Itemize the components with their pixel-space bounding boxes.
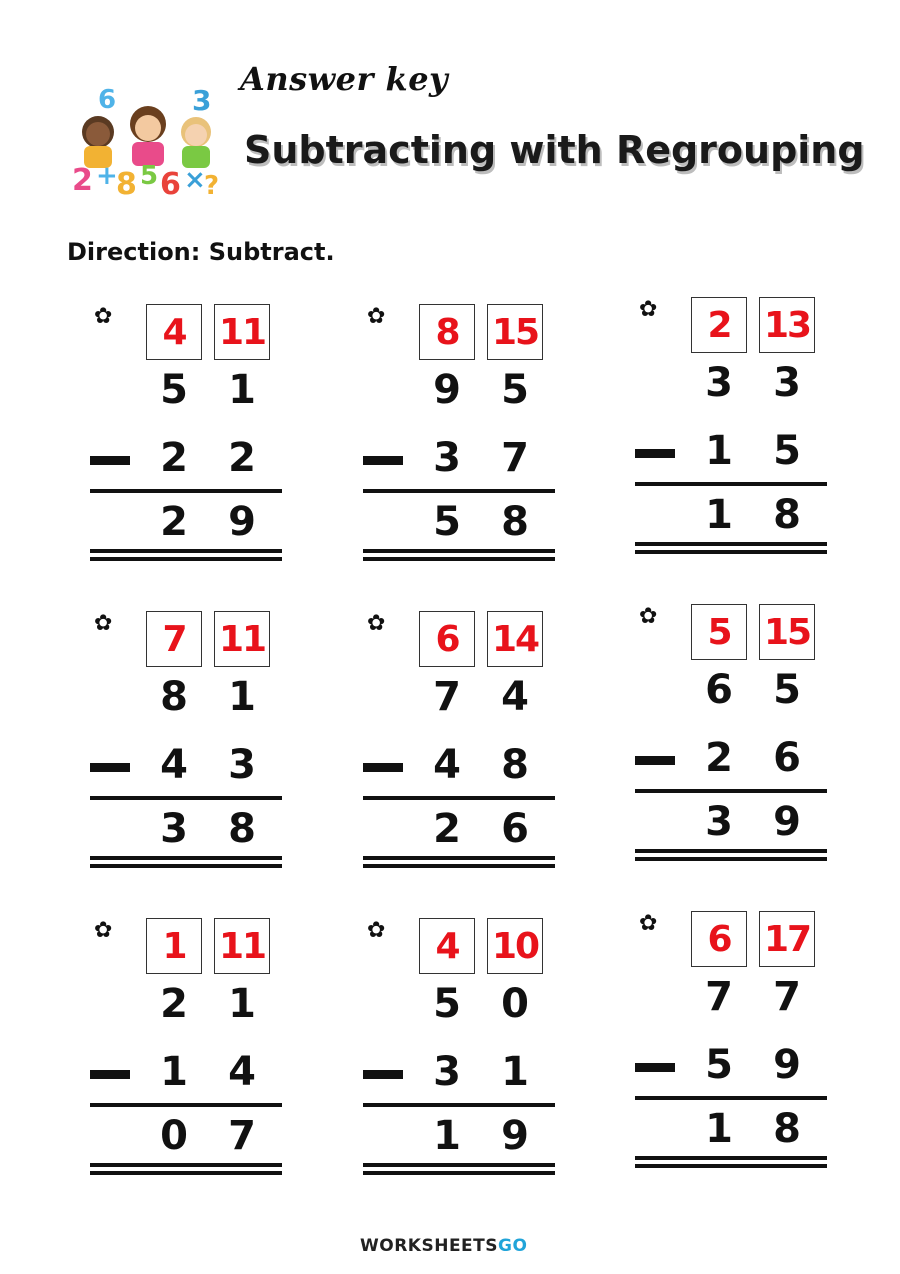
answer-ones-digit: 6 (501, 806, 529, 852)
double-line-top (363, 856, 555, 860)
top-tens-digit: 5 (433, 981, 461, 1027)
double-line-top (90, 549, 282, 553)
brand-part-2: GO (498, 1236, 528, 1256)
top-tens-digit: 5 (160, 367, 188, 413)
regroup-tens-box: 7 (146, 611, 202, 667)
minus-sign (363, 456, 403, 465)
top-ones-digit: 1 (228, 674, 256, 720)
problem-6 (635, 604, 835, 874)
svg-text:2: 2 (72, 163, 93, 198)
bottom-tens-digit: 1 (160, 1049, 188, 1095)
double-line-bottom (363, 864, 555, 868)
bottom-ones-digit: 5 (773, 428, 801, 474)
minus-sign (635, 1063, 675, 1072)
direction-text: Direction: Subtract. (67, 238, 335, 266)
double-line-top (90, 856, 282, 860)
subtraction-line (90, 796, 282, 800)
bottom-ones-digit: 9 (773, 1042, 801, 1088)
regroup-tens-box: 5 (691, 604, 747, 660)
top-ones-digit: 1 (228, 981, 256, 1027)
minus-sign (363, 1070, 403, 1079)
minus-sign (635, 756, 675, 765)
top-tens-digit: 2 (160, 981, 188, 1027)
minus-sign (635, 449, 675, 458)
top-ones-digit: 5 (773, 667, 801, 713)
regroup-ones-box: 15 (759, 604, 815, 660)
top-ones-digit: 5 (501, 367, 529, 413)
bottom-tens-digit: 2 (705, 735, 733, 781)
answer-tens-digit: 5 (433, 499, 461, 545)
subtraction-line (90, 489, 282, 493)
answer-ones-digit: 8 (501, 499, 529, 545)
flower-bullet-icon: ✿ (94, 918, 113, 943)
answer-key-subtitle: Answer key (240, 60, 449, 98)
bottom-tens-digit: 1 (705, 428, 733, 474)
regroup-ones-box: 14 (487, 611, 543, 667)
minus-sign (90, 456, 130, 465)
bottom-ones-digit: 3 (228, 742, 256, 788)
minus-sign (90, 763, 130, 772)
regroup-ones-box: 11 (214, 611, 270, 667)
subtraction-line (363, 489, 555, 493)
top-ones-digit: 0 (501, 981, 529, 1027)
regroup-ones-box: 17 (759, 911, 815, 967)
minus-sign (363, 763, 403, 772)
answer-tens-digit: 3 (160, 806, 188, 852)
answer-ones-digit: 8 (773, 1106, 801, 1152)
problem-3 (635, 297, 835, 567)
regroup-ones-box: 10 (487, 918, 543, 974)
page-title: Subtracting with Regrouping (244, 128, 865, 172)
regroup-tens-box: 2 (691, 297, 747, 353)
regroup-tens-box: 8 (419, 304, 475, 360)
svg-text:8: 8 (116, 167, 137, 202)
top-tens-digit: 9 (433, 367, 461, 413)
svg-text:+: + (96, 161, 118, 191)
kids-with-numbers-icon (62, 80, 232, 202)
brand-logo (360, 1236, 527, 1256)
double-line-top (90, 1163, 282, 1167)
top-ones-digit: 1 (228, 367, 256, 413)
bottom-tens-digit: 3 (433, 1049, 461, 1095)
flower-bullet-icon: ✿ (639, 604, 658, 629)
subtraction-line (635, 482, 827, 486)
double-line-bottom (635, 857, 827, 861)
bottom-ones-digit: 8 (501, 742, 529, 788)
problem-1 (90, 304, 290, 574)
answer-tens-digit: 3 (705, 799, 733, 845)
regroup-tens-box: 1 (146, 918, 202, 974)
svg-text:×: × (184, 165, 206, 195)
subtraction-line (635, 1096, 827, 1100)
double-line-bottom (90, 1171, 282, 1175)
bottom-ones-digit: 6 (773, 735, 801, 781)
flower-bullet-icon: ✿ (639, 297, 658, 322)
bottom-tens-digit: 4 (433, 742, 461, 788)
top-tens-digit: 7 (705, 974, 733, 1020)
answer-tens-digit: 2 (160, 499, 188, 545)
subtraction-line (635, 789, 827, 793)
answer-tens-digit: 2 (433, 806, 461, 852)
double-line-bottom (635, 1164, 827, 1168)
top-ones-digit: 3 (773, 360, 801, 406)
answer-ones-digit: 9 (501, 1113, 529, 1159)
bottom-tens-digit: 5 (705, 1042, 733, 1088)
bottom-ones-digit: 1 (501, 1049, 529, 1095)
top-ones-digit: 4 (501, 674, 529, 720)
problem-9 (635, 911, 835, 1181)
regroup-tens-box: 6 (691, 911, 747, 967)
bottom-ones-digit: 2 (228, 435, 256, 481)
answer-ones-digit: 7 (228, 1113, 256, 1159)
double-line-bottom (90, 864, 282, 868)
double-line-top (635, 542, 827, 546)
top-tens-digit: 7 (433, 674, 461, 720)
double-line-top (363, 549, 555, 553)
answer-tens-digit: 0 (160, 1113, 188, 1159)
problem-5 (363, 611, 563, 881)
regroup-tens-box: 4 (146, 304, 202, 360)
flower-bullet-icon: ✿ (367, 611, 386, 636)
problem-7 (90, 918, 290, 1188)
bottom-tens-digit: 3 (433, 435, 461, 481)
regroup-ones-box: 13 (759, 297, 815, 353)
flower-bullet-icon: ✿ (94, 611, 113, 636)
double-line-top (363, 1163, 555, 1167)
brand-part-1: WORKSHEETS (360, 1236, 499, 1256)
top-tens-digit: 6 (705, 667, 733, 713)
minus-sign (90, 1070, 130, 1079)
double-line-bottom (90, 557, 282, 561)
subtraction-line (90, 1103, 282, 1107)
answer-tens-digit: 1 (705, 492, 733, 538)
double-line-top (635, 1156, 827, 1160)
subtraction-line (363, 1103, 555, 1107)
top-ones-digit: 7 (773, 974, 801, 1020)
svg-text:?: ? (204, 171, 220, 201)
answer-ones-digit: 8 (228, 806, 256, 852)
flower-bullet-icon: ✿ (639, 911, 658, 936)
double-line-bottom (363, 1171, 555, 1175)
problem-2 (363, 304, 563, 574)
answer-ones-digit: 9 (773, 799, 801, 845)
svg-text:5: 5 (140, 161, 159, 191)
regroup-tens-box: 4 (419, 918, 475, 974)
top-tens-digit: 3 (705, 360, 733, 406)
svg-text:3: 3 (192, 84, 212, 117)
problem-8 (363, 918, 563, 1188)
bottom-ones-digit: 4 (228, 1049, 256, 1095)
regroup-ones-box: 11 (214, 304, 270, 360)
answer-ones-digit: 9 (228, 499, 256, 545)
double-line-bottom (635, 550, 827, 554)
flower-bullet-icon: ✿ (367, 304, 386, 329)
svg-text:6: 6 (98, 85, 117, 115)
flower-bullet-icon: ✿ (367, 918, 386, 943)
svg-text:6: 6 (160, 167, 181, 202)
problem-4 (90, 611, 290, 881)
flower-bullet-icon: ✿ (94, 304, 113, 329)
double-line-bottom (363, 557, 555, 561)
answer-ones-digit: 8 (773, 492, 801, 538)
regroup-ones-box: 11 (214, 918, 270, 974)
subtraction-line (363, 796, 555, 800)
bottom-tens-digit: 2 (160, 435, 188, 481)
answer-tens-digit: 1 (433, 1113, 461, 1159)
bottom-ones-digit: 7 (501, 435, 529, 481)
double-line-top (635, 849, 827, 853)
regroup-tens-box: 6 (419, 611, 475, 667)
regroup-ones-box: 15 (487, 304, 543, 360)
bottom-tens-digit: 4 (160, 742, 188, 788)
top-tens-digit: 8 (160, 674, 188, 720)
answer-tens-digit: 1 (705, 1106, 733, 1152)
